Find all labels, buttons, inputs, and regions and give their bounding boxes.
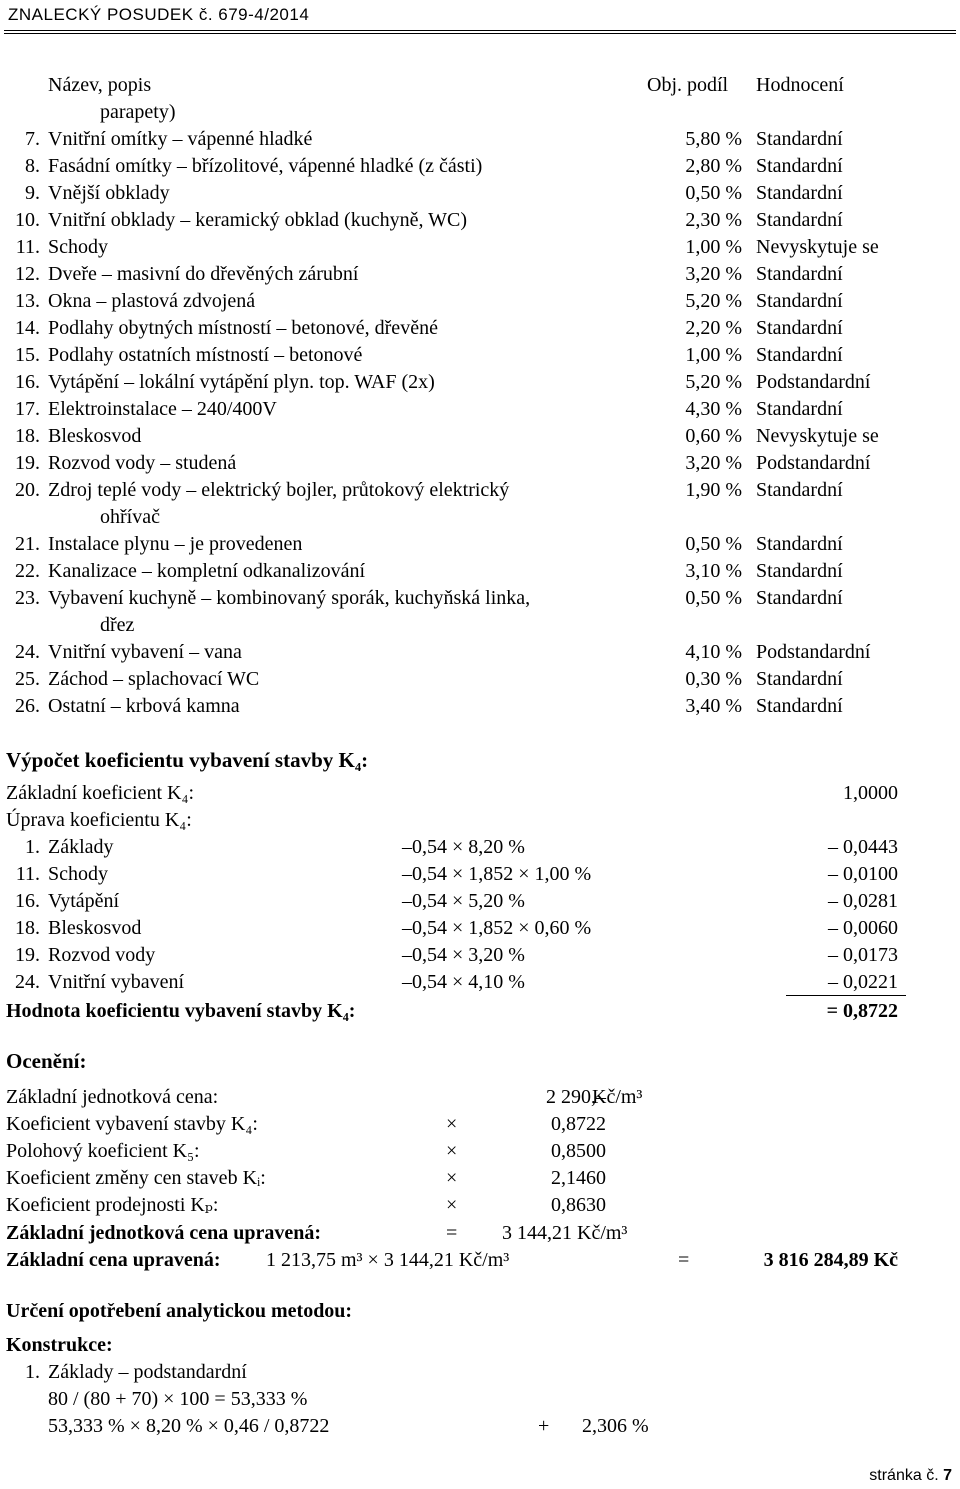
row-name: Vnější obklady: [48, 182, 170, 204]
row-name: Dveře – masivní do dřevěných zárubní: [48, 263, 359, 285]
k4-row-number: 11.: [15, 863, 40, 885]
row-rating: Standardní: [756, 533, 843, 555]
row-share: 3,40 %: [685, 695, 742, 717]
row-share: 5,80 %: [685, 128, 742, 150]
wear-item-name: Základy – podstandardní: [48, 1361, 247, 1383]
row-rating: Standardní: [756, 128, 843, 150]
row-number: 25.: [15, 668, 40, 690]
row-number: 11.: [15, 236, 40, 258]
row-share: 0,30 %: [685, 668, 742, 690]
k4-row: [0, 969, 960, 996]
row-rating: Standardní: [756, 182, 843, 204]
row-number: 7.: [25, 128, 40, 150]
table-row: [0, 342, 960, 369]
row-share: 1,00 %: [685, 344, 742, 366]
row-number: 10.: [15, 209, 40, 231]
row-rating: Standardní: [756, 695, 843, 717]
row-number: 26.: [15, 695, 40, 717]
k4-title: Výpočet koeficientu vybavení stavby K₄:: [6, 748, 369, 772]
table-row: [0, 477, 960, 504]
adjusted-price-label: Základní jednotková cena upravená:: [6, 1222, 322, 1244]
k4-adj-row: [0, 807, 960, 834]
valuation-label: Koeficient změny cen staveb Kᵢ:: [6, 1167, 266, 1189]
k4-row-formula: –0,54 × 3,20 %: [402, 944, 525, 966]
row-rating: Nevyskytuje se: [756, 236, 879, 258]
k4-row-formula: –0,54 × 5,20 %: [402, 890, 525, 912]
wear-line2: 53,333 % × 8,20 % × 0,46 / 0,8722: [48, 1415, 330, 1437]
table-header: [0, 72, 960, 99]
base-price-formula: 1 213,75 m³ × 3 144,21 Kč/m³: [266, 1249, 510, 1271]
document-header: ZNALECKÝ POSUDEK č. 679-4/2014: [8, 5, 310, 24]
k4-row-formula: –0,54 × 8,20 %: [402, 836, 525, 858]
k4-result-row: [0, 998, 960, 1025]
table-row: [0, 666, 960, 693]
base-price-label: Základní cena upravená:: [6, 1249, 221, 1271]
row-number: 16.: [15, 371, 40, 393]
base-price-row: [0, 1247, 960, 1274]
row-rating: Standardní: [756, 398, 843, 420]
valuation-row: [0, 1084, 960, 1111]
page-label: stránka č.: [869, 1467, 939, 1484]
header-rule-double: [4, 33, 956, 34]
k4-row-value: – 0,0221: [828, 971, 898, 993]
row-name: Podlahy obytných místností – betonové, dřevěné: [48, 317, 438, 339]
row-share: 3,20 %: [685, 263, 742, 285]
row-share: 0,50 %: [685, 182, 742, 204]
k4-base-value: 1,0000: [843, 782, 898, 804]
valuation-op: ×: [446, 1167, 458, 1189]
table-row: [0, 207, 960, 234]
valuation-value: 0,8722: [551, 1113, 606, 1135]
row-rating: Standardní: [756, 209, 843, 231]
k4-row-name: Bleskosvod: [48, 917, 142, 939]
row-name: Ostatní – krbová kamna: [48, 695, 240, 717]
row-name: Rozvod vody – studená: [48, 452, 237, 474]
wear-line2-value: 2,306 %: [582, 1415, 649, 1437]
page-footer: [869, 1467, 952, 1485]
k4-row-number: 16.: [15, 890, 40, 912]
table-row-continuation: [0, 612, 960, 639]
valuation-op: ×: [446, 1140, 458, 1162]
table-row: [0, 396, 960, 423]
row-share: 2,30 %: [685, 209, 742, 231]
valuation-value: 2,1460: [551, 1167, 606, 1189]
col-name-header: Název, popis: [48, 74, 152, 96]
row-name: Vnitřní vybavení – vana: [48, 641, 242, 663]
valuation-value: 0,8630: [551, 1194, 606, 1216]
k4-base-row: [0, 780, 960, 807]
table-row: [0, 531, 960, 558]
k4-row-name: Základy: [48, 836, 114, 858]
row-rating: Standardní: [756, 587, 843, 609]
header-rule: [4, 30, 956, 31]
wear-item-row: [0, 1359, 960, 1386]
row-name: Kanalizace – kompletní odkanalizování: [48, 560, 366, 582]
valuation-value: 2 290,–: [546, 1086, 606, 1108]
valuation-row: [0, 1192, 960, 1219]
valuation-op: ×: [446, 1194, 458, 1216]
row-number: 21.: [15, 533, 40, 555]
row-rating: Podstandardní: [756, 641, 871, 663]
k4-row-value: – 0,0173: [828, 944, 898, 966]
row-rating: Standardní: [756, 290, 843, 312]
row-rating: Podstandardní: [756, 452, 871, 474]
row-name: Vnitřní omítky – vápenné hladké: [48, 128, 313, 150]
row-number: 18.: [15, 425, 40, 447]
row-share: 3,20 %: [685, 452, 742, 474]
table-row: [0, 369, 960, 396]
row-share: 0,60 %: [685, 425, 742, 447]
row-number: 17.: [15, 398, 40, 420]
row-number: 19.: [15, 452, 40, 474]
row-number: 23.: [15, 587, 40, 609]
row-name: Zdroj teplé vody – elektrický bojler, průtokový elektrický: [48, 479, 510, 501]
valuation-label: Koeficient vybavení stavby K₄:: [6, 1113, 258, 1135]
row-name: Fasádní omítky – břízolitové, vápenné hladké (z části): [48, 155, 483, 177]
continued-text: parapety): [100, 101, 176, 123]
wear-item-no: 1.: [25, 1361, 40, 1383]
valuation-label: Koeficient prodejnosti Kₚ:: [6, 1194, 219, 1216]
k4-row: [0, 888, 960, 915]
table-row: [0, 558, 960, 585]
wear-line1-row: [0, 1386, 960, 1413]
k4-row-name: Rozvod vody: [48, 944, 156, 966]
row-name: Podlahy ostatních místností – betonové: [48, 344, 363, 366]
table-row: [0, 693, 960, 720]
row-name: Elektroinstalace – 240/400V: [48, 398, 277, 420]
valuation-label: Základní jednotková cena:: [6, 1086, 219, 1108]
valuation-label: Polohový koeficient K₅:: [6, 1140, 200, 1162]
adjusted-price-value: 3 144,21 Kč/m³: [502, 1222, 628, 1244]
row-name-continued: dřez: [100, 614, 135, 636]
k4-adj-label: Úprava koeficientu K₄:: [6, 809, 192, 831]
row-number: 9.: [25, 182, 40, 204]
row-name: Schody: [48, 236, 108, 258]
row-share: 0,50 %: [685, 533, 742, 555]
row-number: 8.: [25, 155, 40, 177]
wear-line2-op: +: [538, 1415, 550, 1437]
valuation-value: 0,8500: [551, 1140, 606, 1162]
base-price-value: 3 816 284,89 Kč: [763, 1249, 898, 1271]
table-row: [0, 126, 960, 153]
wear-line1: 80 / (80 + 70) × 100 = 53,333 %: [48, 1388, 308, 1410]
k4-row-value: – 0,0281: [828, 890, 898, 912]
wear-title: Určení opotřebení analytickou metodou:: [6, 1300, 353, 1322]
row-number: 22.: [15, 560, 40, 582]
row-rating: Standardní: [756, 263, 843, 285]
col-rating-header: Hodnocení: [756, 74, 844, 96]
valuation-unit: Kč/m³: [592, 1086, 643, 1108]
table-row: [0, 180, 960, 207]
row-name-continued: ohřívač: [100, 506, 160, 528]
row-name: Vnitřní obklady – keramický obklad (kuchyně, WC): [48, 209, 467, 231]
col-share-header: Obj. podíl: [647, 74, 729, 96]
k4-row-value: – 0,0060: [828, 917, 898, 939]
row-number: 13.: [15, 290, 40, 312]
row-number: 20.: [15, 479, 40, 501]
k4-row-name: Vytápění: [48, 890, 120, 912]
row-rating: Standardní: [756, 560, 843, 582]
k4-row: [0, 834, 960, 861]
row-rating: Standardní: [756, 317, 843, 339]
valuation-row: [0, 1165, 960, 1192]
row-rating: Standardní: [756, 155, 843, 177]
k4-row-formula: –0,54 × 4,10 %: [402, 971, 525, 993]
page-number: 7: [943, 1467, 952, 1484]
row-number: 12.: [15, 263, 40, 285]
row-share: 4,30 %: [685, 398, 742, 420]
adjusted-price-op: =: [446, 1222, 458, 1244]
table-row: [0, 450, 960, 477]
k4-row-value: – 0,0443: [828, 836, 898, 858]
k4-result-label: Hodnota koeficientu vybavení stavby K₄:: [6, 1000, 356, 1022]
k4-row-number: 18.: [15, 917, 40, 939]
row-number: 24.: [15, 641, 40, 663]
k4-row-number: 19.: [15, 944, 40, 966]
sum-underline: [786, 995, 906, 996]
base-price-op: =: [678, 1249, 690, 1271]
wear-subtitle-row: [0, 1332, 960, 1359]
wear-line2-row: [0, 1413, 960, 1440]
k4-row-name: Schody: [48, 863, 108, 885]
table-row: [0, 585, 960, 612]
adjusted-price-row: [0, 1220, 960, 1247]
row-number: 15.: [15, 344, 40, 366]
k4-row: [0, 915, 960, 942]
k4-row-formula: –0,54 × 1,852 × 1,00 %: [402, 863, 592, 885]
row-name: Vybavení kuchyně – kombinovaný sporák, kuchyňská linka,: [48, 587, 531, 609]
row-name: Instalace plynu – je provedenen: [48, 533, 303, 555]
row-share: 5,20 %: [685, 371, 742, 393]
table-row: [0, 288, 960, 315]
table-row: [0, 315, 960, 342]
k4-row-formula: –0,54 × 1,852 × 0,60 %: [402, 917, 592, 939]
table-row: [0, 423, 960, 450]
row-number: 14.: [15, 317, 40, 339]
row-share: 1,00 %: [685, 236, 742, 258]
table-row: [0, 261, 960, 288]
row-name: Vytápění – lokální vytápění plyn. top. WAF (2x): [48, 371, 435, 393]
row-name: Záchod – splachovací WC: [48, 668, 260, 690]
row-rating: Standardní: [756, 344, 843, 366]
row-share: 3,10 %: [685, 560, 742, 582]
table-row: [0, 234, 960, 261]
valuation-row: [0, 1138, 960, 1165]
k4-row-number: 1.: [25, 836, 40, 858]
k4-base-label: Základní koeficient K₄:: [6, 782, 195, 804]
row-rating: Standardní: [756, 668, 843, 690]
row-share: 4,10 %: [685, 641, 742, 663]
k4-row-name: Vnitřní vybavení: [48, 971, 185, 993]
k4-row-number: 24.: [15, 971, 40, 993]
k4-row: [0, 861, 960, 888]
valuation-row: [0, 1111, 960, 1138]
valuation-op: ×: [446, 1113, 458, 1135]
table-row: [0, 639, 960, 666]
row-share: 2,80 %: [685, 155, 742, 177]
wear-subtitle: Konstrukce:: [6, 1334, 113, 1356]
row-rating: Nevyskytuje se: [756, 425, 879, 447]
row-rating: Standardní: [756, 479, 843, 501]
row-share: 2,20 %: [685, 317, 742, 339]
row-share: 1,90 %: [685, 479, 742, 501]
row-rating: Podstandardní: [756, 371, 871, 393]
row-share: 5,20 %: [685, 290, 742, 312]
k4-row: [0, 942, 960, 969]
table-row-continuation: [0, 504, 960, 531]
row-name: Bleskosvod: [48, 425, 142, 447]
wear-title-row: [0, 1298, 960, 1325]
row-name: Okna – plastová zdvojená: [48, 290, 256, 312]
valuation-title: Ocenění:: [6, 1049, 87, 1073]
table-row: [0, 153, 960, 180]
k4-row-value: – 0,0100: [828, 863, 898, 885]
valuation-title-row: [0, 1048, 960, 1075]
k4-result-value: = 0,8722: [826, 1000, 898, 1022]
table-continued-line: [0, 99, 960, 126]
k4-title-row: [0, 747, 960, 774]
row-share: 0,50 %: [685, 587, 742, 609]
